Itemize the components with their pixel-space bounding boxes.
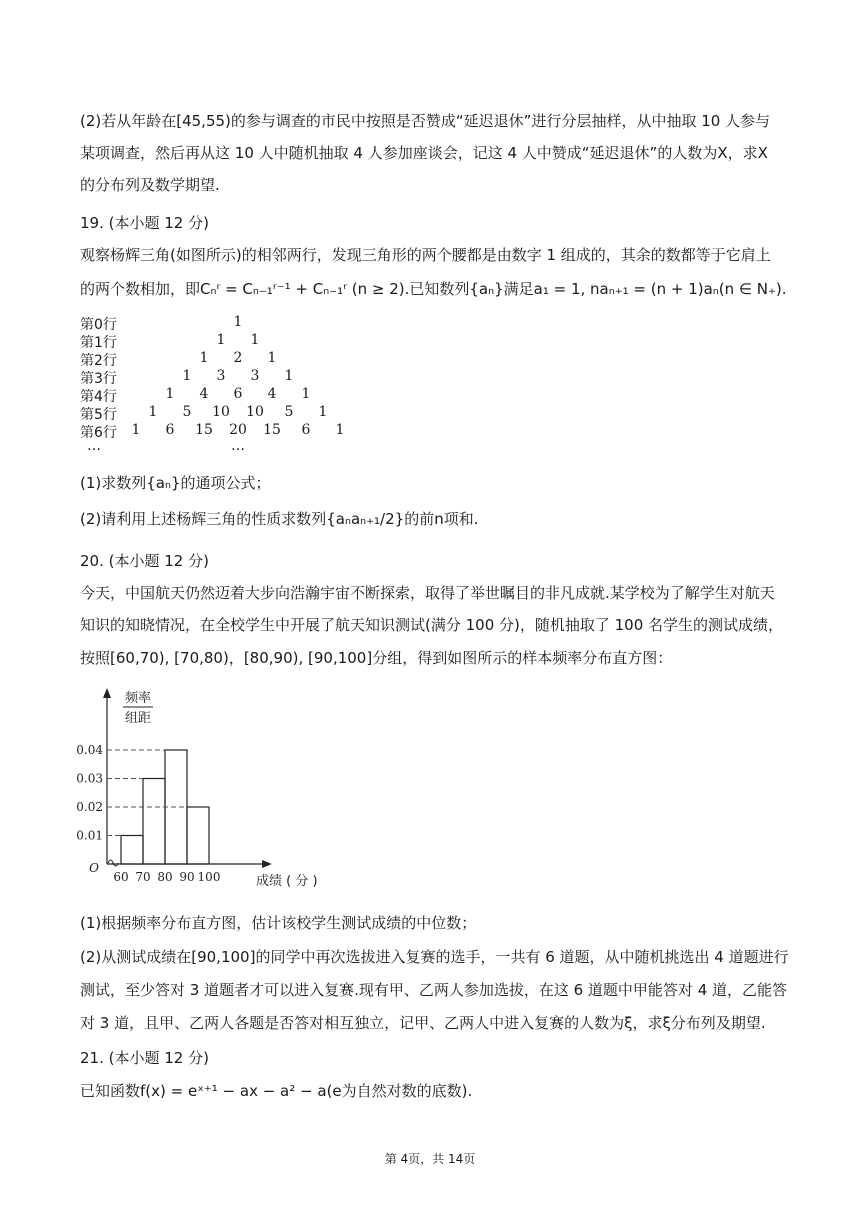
origin-label: O	[89, 861, 99, 875]
triangle-number: 1	[216, 332, 226, 348]
x-tick-label: 100	[197, 870, 221, 884]
triangle-number: 1	[182, 368, 192, 384]
yanghui-triangle	[80, 314, 380, 460]
triangle-number: 1	[284, 368, 294, 384]
y-label-bottom: 组距	[125, 711, 152, 726]
x-tick-label: 70	[135, 870, 151, 884]
triangle-number: 6	[233, 386, 243, 402]
triangle-number: 6	[165, 422, 175, 438]
y-tick-label: 0.01	[76, 828, 103, 843]
triangle-ellipsis-center: …	[231, 438, 245, 454]
triangle-number: 1	[318, 404, 328, 420]
triangle-number: 1	[335, 422, 345, 438]
triangle-number: 1	[148, 404, 158, 420]
q20-part-2-line-1: (2)从测试成绩在[90,100]的同学中再次选拔进入复赛的选手，一共有 6 道题，从中随机挑选出 4 道题进行	[80, 948, 789, 966]
q20-part-2-line-2: 测试，至少答对 3 道题者才可以进入复赛.现有甲、乙两人参加选拔，在这 6 道题中甲能答对 4 道，乙能答	[80, 981, 788, 999]
q21-line-1: 已知函数f(x) = eˣ⁺¹ − ax − a² − a(e为自然对数的底数).	[80, 1082, 473, 1100]
q21-heading: 21. (本小题 12 分)	[80, 1049, 209, 1067]
q19-part-1: (1)求数列{aₙ}的通项公式；	[80, 474, 271, 492]
histogram-bar	[143, 779, 165, 865]
y-tick-label: 0.04	[76, 743, 103, 757]
triangle-number: 2	[233, 350, 243, 366]
y-label-top: 频率	[125, 691, 152, 706]
triangle-number: 1	[267, 350, 277, 366]
q20-line-1: 今天，中国航天仍然迈着大步向浩瀚宇宙不断探索，取得了举世瞩目的非凡成就.某学校为了解学生对航天	[80, 584, 775, 602]
x-axis-arrow	[262, 860, 272, 868]
triangle-row-label: 第0行	[80, 317, 117, 333]
triangle-number: 3	[216, 368, 226, 384]
q19-line-2: 的两个数相加，即Cₙʳ = Cₙ₋₁ʳ⁻¹ + Cₙ₋₁ʳ (n ≥ 2).已知数列{aₙ}满足a₁ = 1, naₙ₊₁ = (n + 1)aₙ(n ∈ N₊).	[80, 280, 787, 298]
triangle-number: 1	[131, 422, 141, 438]
triangle-number: 4	[267, 386, 277, 402]
x-axis-label: 成绩 ( 分 )	[256, 874, 318, 889]
frequency-histogram	[76, 686, 346, 896]
q20-part-2-line-3: 对 3 道，且甲、乙两人各题是否答对相互独立，记甲、乙两人中进入复赛的人数为ξ，求ξ分布列及期望.	[80, 1014, 766, 1032]
triangle-number: 1	[233, 314, 243, 330]
triangle-row-label: 第4行	[80, 389, 117, 405]
triangle-number: 1	[250, 332, 260, 348]
triangle-row-label: 第6行	[80, 425, 117, 441]
q20-heading: 20. (本小题 12 分)	[80, 552, 209, 570]
triangle-number: 15	[195, 422, 213, 438]
triangle-number: 1	[165, 386, 175, 402]
y-tick-label: 0.02	[76, 800, 103, 814]
q18-line-3: 的分布列及数学期望.	[80, 176, 220, 194]
x-tick-label: 60	[113, 870, 129, 884]
triangle-number: 15	[263, 422, 281, 438]
x-tick-label: 90	[179, 870, 195, 884]
triangle-number: 20	[229, 422, 247, 438]
y-tick-label: 0.03	[76, 771, 103, 786]
triangle-number: 4	[199, 386, 209, 402]
q18-line-2: 某项调查，然后再从这 10 人中随机抽取 4 人参加座谈会，记这 4 人中赞成“延迟退休”的人数为X，求X	[80, 144, 768, 162]
histogram-bar	[121, 836, 143, 865]
axis-break	[108, 860, 118, 866]
histogram-bar	[187, 807, 209, 864]
triangle-row-label: 第2行	[80, 353, 117, 369]
triangle-number: 3	[250, 368, 260, 384]
q20-line-2: 知识的知晓情况，在全校学生中开展了航天知识测试(满分 100 分)，随机抽取了 100 名学生的测试成绩，	[80, 616, 784, 634]
q20-part-1: (1)根据频率分布直方图，估计该校学生测试成绩的中位数；	[80, 914, 477, 932]
q19-heading: 19. (本小题 12 分)	[80, 214, 209, 232]
triangle-row-label: 第3行	[80, 371, 117, 387]
y-axis-arrow	[103, 688, 111, 698]
q20-line-3: 按照[60,70), [70,80)，[80,90), [90,100]分组，得到如图所示的样本频率分布直方图：	[80, 649, 673, 667]
triangle-row-label: 第5行	[80, 407, 117, 423]
triangle-number: 5	[284, 404, 294, 420]
triangle-number: 6	[301, 422, 311, 438]
x-tick-label: 80	[157, 870, 173, 884]
triangle-ellipsis-left: …	[87, 438, 101, 454]
triangle-number: 5	[182, 404, 192, 420]
triangle-number: 1	[301, 386, 311, 402]
q19-part-2: (2)请利用上述杨辉三角的性质求数列{aₙaₙ₊₁/2}的前n项和.	[80, 510, 479, 528]
page-footer: 第 4页，共 14页	[384, 1152, 476, 1166]
triangle-number: 10	[212, 404, 230, 420]
triangle-number: 1	[199, 350, 209, 366]
q19-line-1: 观察杨辉三角(如图所示)的相邻两行，发现三角形的两个腰都是由数字 1 组成的，其余的数都等于它肩上	[80, 246, 771, 264]
q18-line-1: (2)若从年龄在[45,55)的参与调查的市民中按照是否赞成“延迟退休”进行分层抽样，从中抽取 10 人参与	[80, 112, 771, 130]
triangle-number: 10	[246, 404, 264, 420]
triangle-row-label: 第1行	[80, 335, 117, 351]
